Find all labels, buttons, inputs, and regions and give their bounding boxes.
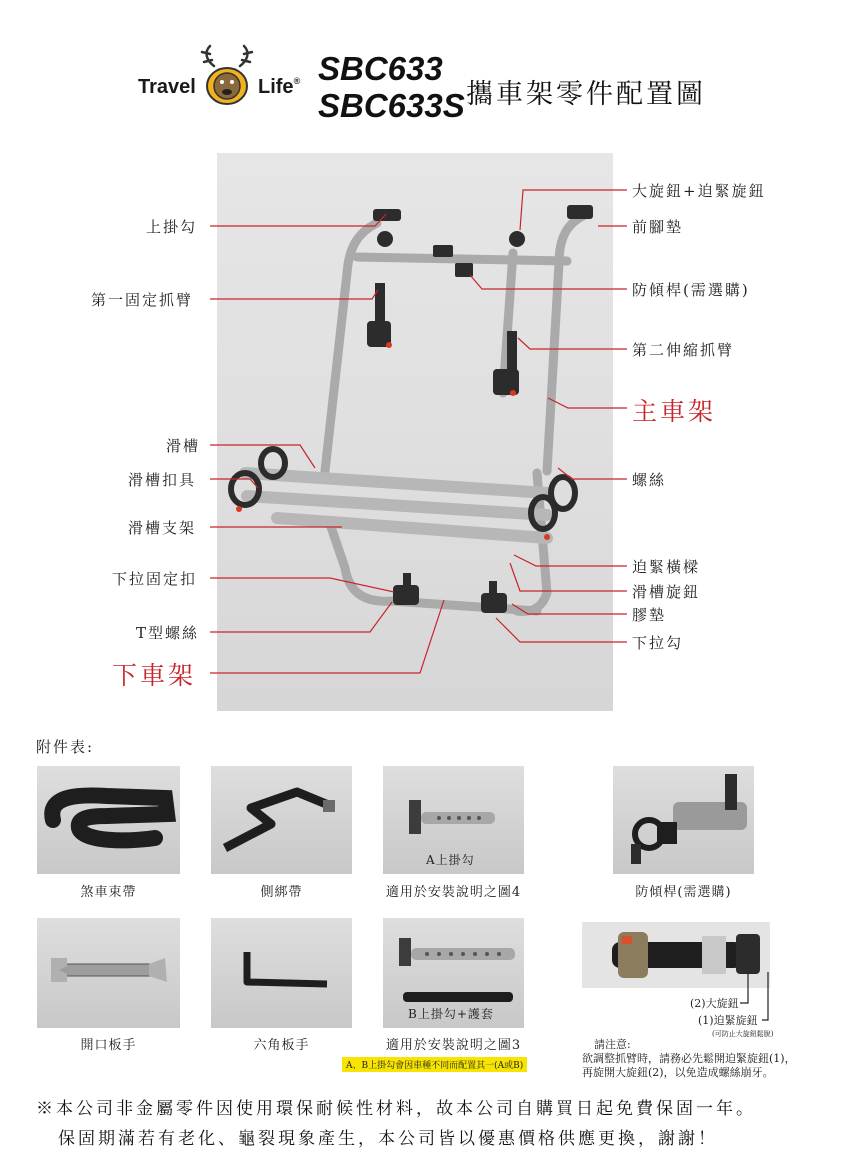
label-anti-tilt-bar: 防傾桿(需選購) xyxy=(632,281,750,299)
caution-title: 請注意: xyxy=(594,1038,631,1051)
caution-line-1: 欲調整抓臂時，請務必先鬆開迫緊旋鈕(1)， xyxy=(582,1052,796,1065)
thumb-knob-detail xyxy=(582,922,770,988)
caption-hook-b-usage: 適用於安裝說明之圖3 xyxy=(385,1038,522,1053)
page-title: 攜車架零件配置圖 xyxy=(466,79,706,110)
thumb-anti-tilt-bar xyxy=(613,766,754,874)
caution-line-2: 再旋開大旋鈕(2)，以免造成螺絲崩牙。 xyxy=(582,1066,774,1079)
brand-right-text: Life xyxy=(258,76,294,98)
label-pull-down-buckle: 下拉固定扣 xyxy=(112,570,198,588)
brand-right xyxy=(258,76,300,99)
caption-anti-tilt-bar: 防傾桿(需選購) xyxy=(635,885,732,900)
bike-rack-illustration xyxy=(217,153,613,711)
label-t-screw: T型螺絲 xyxy=(136,624,200,642)
label-lock-knob-small: (1)迫緊旋鈕 xyxy=(698,1014,758,1027)
label-slide-rail: 滑槽 xyxy=(166,437,201,455)
label-rail-clamp: 滑槽扣具 xyxy=(128,471,197,489)
label-tension-beam: 迫緊橫樑 xyxy=(632,558,701,576)
label-screw: 螺絲 xyxy=(632,471,667,489)
label-big-knob: 大旋鈕+迫緊旋鈕 xyxy=(632,182,766,200)
label-front-pad: 前腳墊 xyxy=(632,218,684,236)
brand-logo-icon xyxy=(196,40,258,106)
hook-b-inner-label: B上掛勾+護套 xyxy=(408,1007,494,1021)
label-main-frame: 主車架 xyxy=(632,397,717,426)
caption-hex-wrench: 六角板手 xyxy=(253,1038,310,1053)
warranty-line-2: 保固期滿若有老化、龜裂現象產生，本公司皆以優惠價格供應更換，謝謝！ xyxy=(58,1129,718,1149)
label-rail-bracket: 滑槽支架 xyxy=(128,519,197,537)
caption-hook-a-usage: 適用於安裝說明之圖4 xyxy=(385,885,522,900)
warranty-line-1: ※本公司非金屬零件因使用環保耐候性材料，故本公司自購買日起免費保固一年。 xyxy=(36,1099,756,1119)
bike-rack-photo xyxy=(217,153,613,711)
label-second-arm: 第二伸縮抓臂 xyxy=(632,341,735,359)
label-rubber-pad: 膠墊 xyxy=(632,606,667,624)
label-rail-knob: 滑槽旋鈕 xyxy=(632,583,701,601)
accessories-heading: 附件表: xyxy=(36,738,95,756)
ab-hook-note: A、B上掛勾會因車種不同而配置其一(A或B) xyxy=(342,1057,527,1072)
caption-open-wrench: 開口板手 xyxy=(80,1038,137,1053)
thumb-open-wrench xyxy=(37,918,180,1028)
brand-registered: ® xyxy=(293,76,301,86)
label-lock-knob-sub: (可防止大旋鈕鬆脫) xyxy=(712,1030,774,1038)
label-pull-down-hook: 下拉勾 xyxy=(632,634,684,652)
hook-a-inner-label: A上掛勾 xyxy=(426,853,475,867)
brand-left: Travel xyxy=(138,76,196,98)
thumb-side-strap xyxy=(211,766,352,874)
label-upper-hook: 上掛勾 xyxy=(146,218,198,236)
label-big-knob-small: (2)大旋鈕 xyxy=(690,997,739,1010)
thumb-brake-strap xyxy=(37,766,180,874)
caption-brake-strap: 煞車束帶 xyxy=(80,885,137,900)
model-number-1: SBC633 xyxy=(318,50,443,87)
thumb-hex-wrench xyxy=(211,918,352,1028)
label-first-arm: 第一固定抓臂 xyxy=(91,291,194,309)
caption-side-strap: 側綁帶 xyxy=(260,885,303,900)
label-lower-frame: 下車架 xyxy=(112,661,197,690)
model-number-2: SBC633S xyxy=(318,87,465,124)
